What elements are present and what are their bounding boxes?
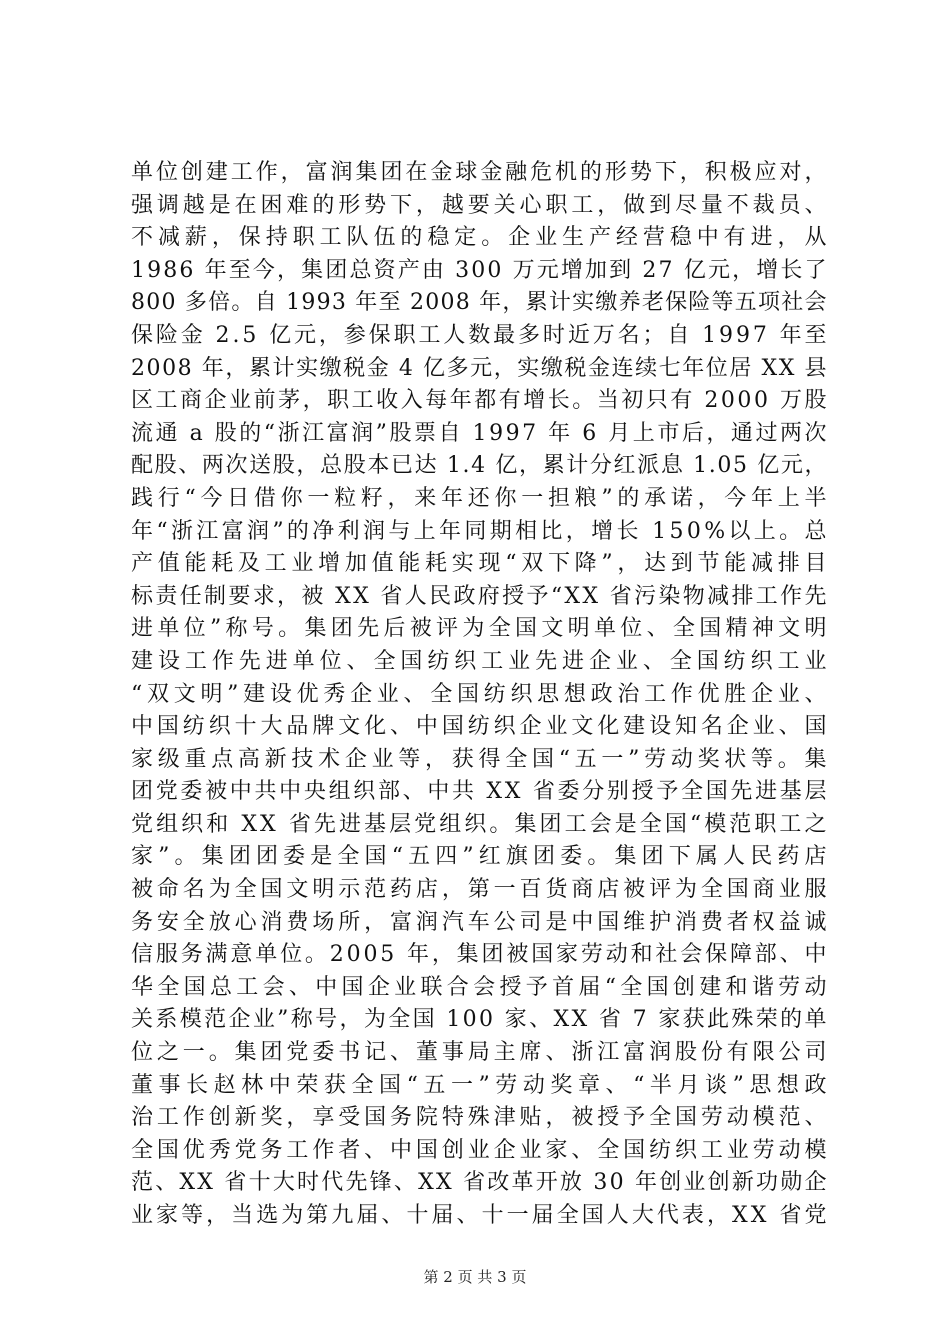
text-line: 单位创建工作，富润集团在金球金融危机的形势下，积极应对， — [131, 160, 830, 185]
body-paragraph — [131, 157, 831, 1233]
text-line: 中国纺织十大品牌文化、中国纺织企业文化建设知名企业、国 — [131, 714, 831, 740]
text-line: 关系模范企业”称号，为全国 100 家、XX 省 7 家获此殊荣的单 — [131, 1007, 829, 1033]
text-line: 2008 年，累计实缴税金 4 亿多元，实缴税金连续七年位居 XX 县 — [131, 355, 829, 381]
text-line: 不减薪，保持职工队伍的稳定。企业生产经营稳中有进，从 — [131, 225, 832, 251]
text-line: 践行“今日借你一粒籽，来年还你一担粮”的承诺，今年上半 — [131, 485, 832, 511]
text-line: 团党委被中共中央组织部、中共 XX 省委分别授予全国先进基层 — [131, 779, 830, 805]
text-line: 1986 年至今，集团总资产由 300 万元增加到 27 亿元，增长了 — [131, 257, 829, 283]
text-line: 范、XX 省十大时代先锋、XX 省改革开放 30 年创业创新功勋企 — [131, 1170, 829, 1196]
text-line: 务安全放心消费场所，富润汽车公司是中国维护消费者权益诚 — [131, 909, 831, 935]
text-line: 信服务满意单位。2005 年，集团被国家劳动和社会保障部、中 — [131, 942, 830, 968]
text-line: 进单位”称号。集团先后被评为全国文明单位、全国精神文明 — [131, 616, 831, 642]
text-line: 全国优秀党务工作者、中国创业企业家、全国纺织工业劳动模 — [131, 1137, 831, 1163]
text-line: “双文明”建设优秀企业、全国纺织思想政治工作优胜企业、 — [131, 681, 832, 707]
text-line: 区工商企业前茅，职工收入每年都有增长。当初只有 2000 万股 — [131, 388, 830, 414]
text-line: 业家等，当选为第九届、十届、十一届全国人大代表，XX 省党 — [131, 1203, 830, 1228]
text-line: 家级重点高新技术企业等，获得全国“五一”劳动奖状等。集 — [131, 746, 832, 772]
text-line: 强调越是在困难的形势下，越要关心职工，做到尽量不裁员、 — [131, 192, 831, 218]
page-footer: 第 2 页 共 3 页 — [423, 1268, 527, 1286]
text-line: 建设工作先进单位、全国纺织工业先进企业、全国纺织工业 — [131, 648, 832, 674]
text-line: 流通 a 股的“浙江富润”股票自 1997 年 6 月上市后，通过两次 — [131, 420, 830, 446]
text-line: 保险金 2.5 亿元，参保职工人数最多时近万名；自 1997 年至 — [131, 322, 830, 348]
text-line: 产值能耗及工业增加值能耗实现“双下降”，达到节能减排目 — [131, 551, 832, 577]
text-line: 家”。集团团委是全国“五四”红旗团委。集团下属人民药店 — [131, 844, 832, 870]
text-line: 董事长赵林中荣获全国“五一”劳动奖章、“半月谈”思想政 — [131, 1072, 833, 1098]
text-line: 800 多倍。自 1993 年至 2008 年，累计实缴养老保险等五项社会 — [131, 290, 828, 316]
text-line: 配股、两次送股，总股本已达 1.4 亿，累计分红派息 1.05 亿元， — [131, 453, 829, 479]
text-line: 年“浙江富润”的净利润与上年同期相比，增长 150%以上。总 — [131, 518, 830, 544]
text-line: 位之一。集团党委书记、董事局主席、浙江富润股份有限公司 — [131, 1040, 831, 1066]
text-line: 标责任制要求，被 XX 省人民政府授予“XX 省污染物减排工作先 — [131, 583, 829, 609]
text-line: 华全国总工会、中国企业联合会授予首届“全国创建和谐劳动 — [131, 974, 831, 1000]
text-line: 党组织和 XX 省先进基层党组织。集团工会是全国“模范职工之 — [131, 811, 830, 837]
text-line: 被命名为全国文明示范药店，第一百货商店被评为全国商业服 — [131, 877, 831, 903]
text-line: 治工作创新奖，享受国务院特殊津贴，被授予全国劳动模范、 — [131, 1105, 831, 1131]
